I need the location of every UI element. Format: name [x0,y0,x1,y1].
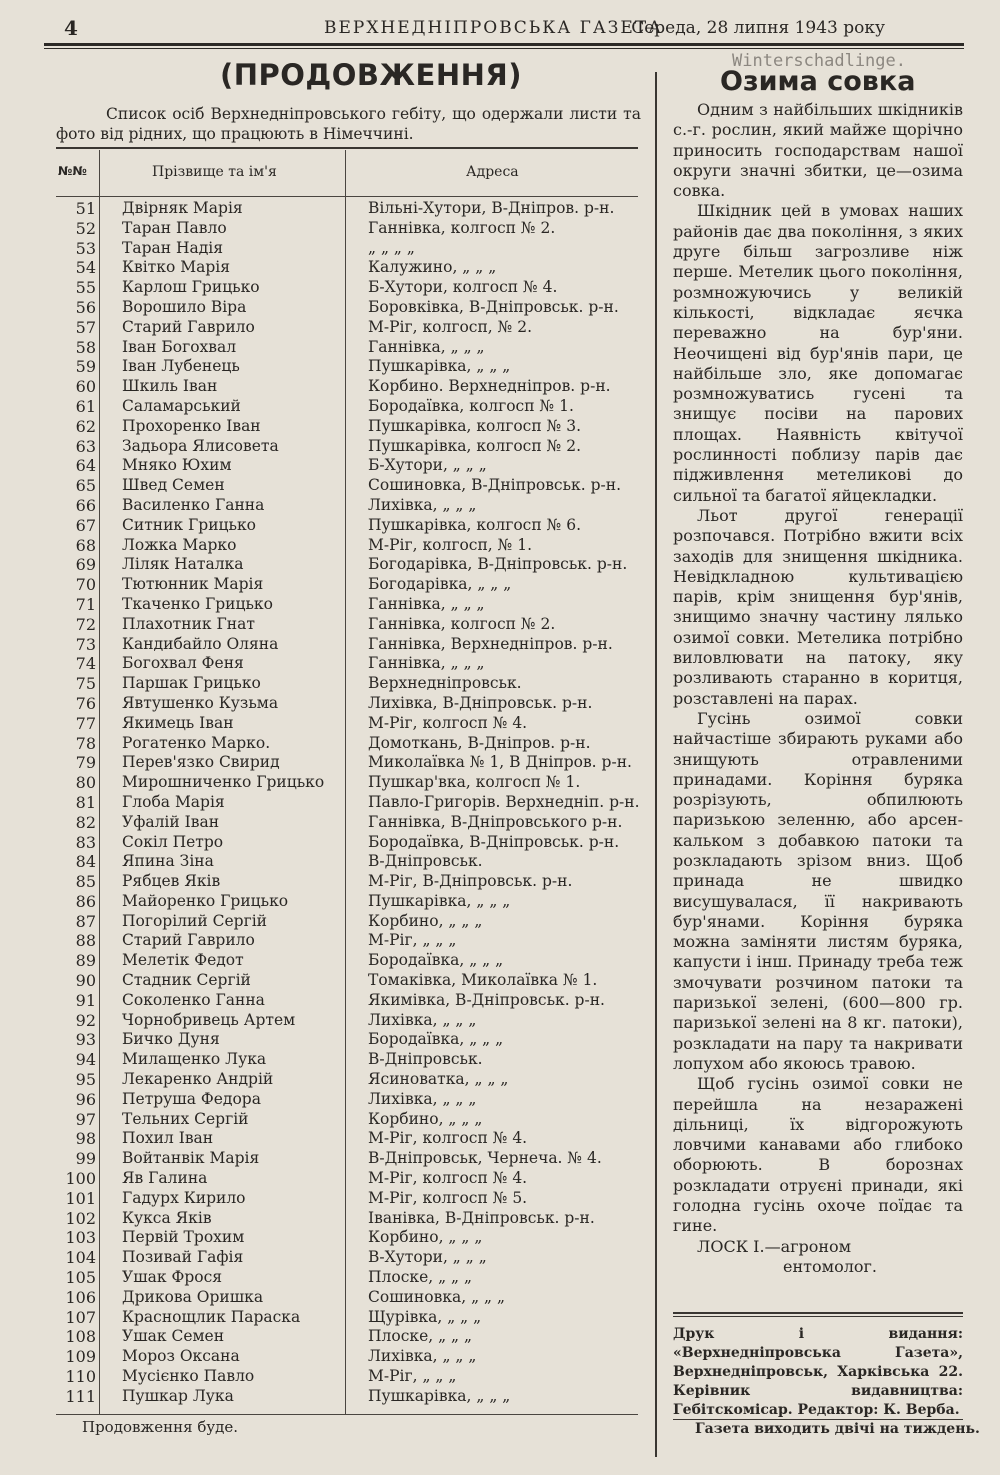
row-number: 107 [65,1307,96,1327]
table-row [56,1367,638,1387]
row-number: 97 [75,1109,96,1129]
table-row [56,1228,638,1248]
row-address: Пушкарівка, „ „ „ [368,1386,511,1405]
table-row [56,437,638,457]
row-name: Мелетік Федот [122,951,244,970]
table-bottom-rule [56,1414,638,1415]
row-address: Б-Хутори, „ „ „ [368,456,487,475]
row-address: Бородаївка, колгосп № 1. [368,396,574,415]
row-address: М-Ріг, колгосп, № 1. [368,535,533,554]
row-name: Сокіл Петро [122,832,224,851]
table-row [56,714,638,734]
row-name: Якимець Іван [122,713,234,732]
row-name: Шкиль Іван [122,377,218,396]
row-name: Ліляк Наталка [122,555,244,574]
row-number: 90 [75,971,96,991]
row-name: Перев'язко Свирид [122,753,280,772]
article-signature-title: ентомолог. [783,1256,877,1276]
row-name: Швед Семен [122,476,225,495]
row-name: Мняко Юхим [122,456,232,475]
table-row [56,278,638,298]
table-row [56,575,638,595]
row-name: Гадурх Кирило [122,1188,246,1207]
row-address: Іванівка, В-Дніпровськ. р-н. [368,1208,595,1227]
table-row [56,1387,638,1407]
row-address: Боровківка, В-Дніпровськ. р-н. [368,297,619,316]
table-row [56,239,638,259]
table-row [56,338,638,358]
row-number: 91 [75,990,96,1010]
row-number: 51 [75,199,96,218]
table-row [56,635,638,655]
article-paragraph: Одним з найбільших шкідників с.-г. рослин, який майже щорічно приносить господарствам нашої округи значні збитки, це—озима совка. [673,100,963,201]
row-number: 75 [75,674,96,694]
row-address: Верхнедніпровськ. [368,674,522,693]
table-row [56,357,638,377]
row-name: Іван Богохвал [122,337,237,356]
article-body [673,100,963,1277]
row-number: 80 [75,773,96,793]
row-number: 69 [75,555,96,575]
row-address: Сошиновка, В-Дніпровськ. р-н. [368,476,622,495]
row-number: 102 [65,1208,96,1228]
row-number: 83 [75,832,96,852]
row-number: 94 [75,1050,96,1070]
row-address: Богодарівка, „ „ „ [368,575,512,594]
row-name: Карлош Грицько [122,278,260,297]
row-name: Бичко Дуня [122,1030,220,1049]
row-number: 64 [75,456,96,476]
row-name: Ткаченко Грицько [122,594,273,613]
row-address: Б-Хутори, колгосп № 4. [368,278,558,297]
row-number: 76 [75,693,96,713]
table-row [56,258,638,278]
table-row [56,1110,638,1130]
row-name: Кандибайло Оляна [122,634,279,653]
row-number: 70 [75,575,96,595]
row-number: 110 [65,1367,96,1387]
table-row [56,1090,638,1110]
row-name: Таран Надія [122,238,224,257]
row-address: Щурівка, „ „ „ [368,1307,482,1326]
imprint-rule-thin [673,1316,963,1317]
row-address: М-Ріг, колгосп № 4. [368,713,528,732]
row-number: 66 [75,495,96,515]
article-title: Озима совка [720,66,916,97]
table-row [56,793,638,813]
row-number: 77 [75,713,96,733]
row-number: 61 [75,396,96,416]
table-row [56,694,638,714]
row-number: 74 [75,654,96,674]
table-row [56,1149,638,1169]
table-row [56,298,638,318]
row-address: В-Хутори, „ „ „ [368,1248,487,1267]
row-number: 92 [75,1010,96,1030]
row-name: Краснощлик Параска [122,1307,301,1326]
table-row [56,397,638,417]
row-name: Ушак Семен [122,1327,225,1346]
row-name: Ложка Марко [122,535,237,554]
row-number: 100 [65,1169,96,1189]
row-number: 67 [75,515,96,535]
row-number: 88 [75,931,96,951]
row-address: Бородаївка, „ „ „ [368,951,504,970]
table-row [56,417,638,437]
table-row [56,931,638,951]
row-name: Явтушенко Кузьма [122,693,279,712]
row-address: Лихівка, „ „ „ [368,1347,477,1366]
row-name: Таран Павло [122,218,227,237]
table-row [56,1070,638,1090]
row-name: Квітко Марія [122,258,230,277]
table-row [56,654,638,674]
row-name: Уфалій Іван [122,812,220,831]
row-number: 62 [75,416,96,436]
row-name: Глоба Марія [122,792,225,811]
table-row [56,674,638,694]
row-address: Сошиновка, „ „ „ [368,1287,506,1306]
row-name: Рябцев Яків [122,872,221,891]
table-row [56,971,638,991]
article-paragraph: Гусінь озимої совки найчастіше збирають руками або знищують отравленими принадами. Коріння буряка розрізують, обпилюють паризькою зеленню, або арсен-кальком з добавкою патоки та розкладають зрізом вниз. Щоб принада не швидко висушувалася, її накривають бур'янами. Коріння буряка можна заміняти листям буряка, капусти і інш. Принаду треба теж змочувати розчином патоки та паризької зелені, (600—800 гр. паризької зелені на 8 кг. патоки), розкладати на пару та накривати лопухом або якоюсь травою. [673,708,963,1073]
row-number: 84 [75,852,96,872]
row-name: Прохоренко Іван [122,416,261,435]
table-row [56,833,638,853]
row-address: В-Дніпровськ. [368,852,483,871]
row-number: 93 [75,1030,96,1050]
row-name: Петруша Федора [122,1089,261,1108]
row-address: В-Дніпровськ. [368,1050,483,1069]
row-address: Пушкарівка, колгосп № 3. [368,416,582,435]
row-number: 78 [75,733,96,753]
paper-title: ВЕРХНЕДНІПРОВСЬКА ГАЗЕТА [324,18,663,38]
row-number: 71 [75,594,96,614]
row-number: 58 [75,337,96,357]
row-name: Саламарський [122,396,241,415]
row-name: Тельних Сергій [122,1109,249,1128]
row-name: Соколенко Ганна [122,990,265,1009]
page-header [44,14,970,40]
row-name: Богохвал Феня [122,654,244,673]
table-row [56,951,638,971]
table-top-rule [56,147,638,149]
row-number: 99 [75,1149,96,1169]
row-address: М-Ріг, „ „ „ [368,1367,457,1386]
row-address: Пушкарівка, „ „ „ [368,891,511,910]
row-number: 101 [65,1188,96,1208]
row-address: М-Ріг, колгосп № 5. [368,1188,528,1207]
row-address: Пушкарівка, колгосп № 6. [368,515,582,534]
row-number: 63 [75,436,96,456]
column-header-name: Прізвище та ім'я [152,164,277,180]
table-row [56,1288,638,1308]
page-number: 4 [64,16,79,40]
table-row [56,1347,638,1367]
row-name: Япина Зіна [122,852,214,871]
row-address: Бородаївка, „ „ „ [368,1030,504,1049]
row-address: Пушкарівка, „ „ „ [368,357,511,376]
imprint-rule-bottom [673,1419,963,1420]
row-name: Милащенко Лука [122,1050,267,1069]
table-row [56,872,638,892]
row-number: 95 [75,1070,96,1090]
row-name: Пушкар Лука [122,1386,234,1405]
row-address: Павло-Григорів. Верхнедніп. р-н. [368,792,640,811]
table-row [56,1268,638,1288]
row-address: Ганнівка, „ „ „ [368,337,485,356]
table-row [56,734,638,754]
table-row [56,1030,638,1050]
table-row [56,1248,638,1268]
row-address: М-Ріг, „ „ „ [368,931,457,950]
row-address: Корбино, „ „ „ [368,911,483,930]
table-row [56,991,638,1011]
row-number: 68 [75,535,96,555]
table-row [56,496,638,516]
row-name: Василенко Ганна [122,495,265,514]
row-number: 53 [75,238,96,258]
header-rule [44,43,964,46]
row-name: Позивай Гафія [122,1248,244,1267]
table-row [56,318,638,338]
row-name: Майоренко Грицько [122,891,289,910]
row-name: Мирошниченко Грицько [122,773,325,792]
row-address: Лихівка, „ „ „ [368,1010,477,1029]
row-number: 96 [75,1089,96,1109]
row-address: Ясиноватка, „ „ „ [368,1070,509,1089]
row-number: 82 [75,812,96,832]
continues-note: Продовження буде. [82,1418,239,1436]
row-name: Двірняк Марія [122,199,243,217]
recipients-table-body [56,199,638,1407]
list-intro: Список осіб Верхнедніпровського гебіту, що одержали листи та фото від рідних, що працюють в Німеччині. [56,105,641,143]
row-address: Богодарівка, В-Дніпровськ. р-н. [368,555,628,574]
row-name: Кукса Яків [122,1208,212,1227]
row-number: 85 [75,872,96,892]
row-number: 105 [65,1268,96,1288]
row-address: Домоткань, В-Дніпров. р-н. [368,733,591,752]
row-number: 86 [75,891,96,911]
row-name: Ситник Грицько [122,515,256,534]
row-name: Мороз Оксана [122,1347,240,1366]
row-name: Плахотник Гнат [122,614,255,633]
table-row [56,773,638,793]
row-name: Тютюнник Марія [122,575,264,594]
row-address: Корбино, „ „ „ [368,1228,483,1247]
table-row [56,1169,638,1189]
header-rule-thin [44,48,964,49]
row-number: 103 [65,1228,96,1248]
row-address: Лихівка, „ „ „ [368,495,477,514]
row-number: 87 [75,911,96,931]
row-address: Ганнівка, В-Дніпровського р-н. [368,812,623,831]
row-number: 108 [65,1327,96,1347]
row-address: Плоске, „ „ „ [368,1268,473,1287]
row-address: Томаківка, Миколаївка № 1. [368,971,598,990]
row-name: Іван Лубенець [122,357,240,376]
column-header-num: №№ [58,164,87,178]
row-number: 55 [75,278,96,298]
column-header-address: Адреса [466,164,519,180]
row-address: Лихівка, В-Дніпровськ. р-н. [368,693,593,712]
table-row [56,456,638,476]
row-name: Задьора Ялисовета [122,436,279,455]
table-header-rule [56,196,638,197]
row-number: 57 [75,317,96,337]
row-number: 54 [75,258,96,278]
row-address: Корбино. Верхнедніпров. р-н. [368,377,611,396]
row-name: Паршак Грицько [122,674,261,693]
row-address: Пушкар'вка, колгосп № 1. [368,773,581,792]
imprint-rule [673,1312,963,1314]
table-row [56,555,638,575]
table-row [56,615,638,635]
row-address: „ „ „ „ [368,238,415,257]
table-row [56,813,638,833]
row-address: М-Ріг, колгосп № 4. [368,1169,528,1188]
row-name: Похил Іван [122,1129,214,1148]
row-name: Первій Трохим [122,1228,245,1247]
row-number: 111 [65,1386,96,1406]
table-row [56,476,638,496]
table-row [56,912,638,932]
row-number: 73 [75,634,96,654]
table-row [56,595,638,615]
row-name: Рогатенко Марко. [122,733,271,752]
row-address: Ганнівка, „ „ „ [368,594,485,613]
table-row [56,1189,638,1209]
table-row [56,1011,638,1031]
continuation-title: (ПРОДОВЖЕННЯ) [220,58,522,92]
row-name: Яв Галина [122,1169,208,1188]
row-address: М-Ріг, колгосп, № 2. [368,317,533,336]
table-row [56,1129,638,1149]
row-address: Пушкарівка, колгосп № 2. [368,436,582,455]
row-address: Вільні-Хутори, В-Дніпров. р-н. [368,199,615,217]
row-address: Лихівка, „ „ „ [368,1089,477,1108]
row-address: В-Дніпровськ, Чернеча. № 4. [368,1149,602,1168]
row-address: Ганнівка, колгосп № 2. [368,614,556,633]
row-address: Бородаївка, В-Дніпровськ. р-н. [368,832,620,851]
table-row [56,377,638,397]
table-header [56,150,638,194]
table-row [56,1050,638,1070]
table-row [56,219,638,239]
row-address: М-Ріг, В-Дніпровськ. р-н. [368,872,573,891]
table-row [56,1308,638,1328]
table-row [56,852,638,872]
row-number: 89 [75,951,96,971]
row-address: Корбино, „ „ „ [368,1109,483,1128]
row-number: 109 [65,1347,96,1367]
article-paragraph: Щоб гусінь озимої совки не перейшла на незаражені дільниці, їх відгорожують ловчими канавами або глибоко оборюють. В борознах розкладати отруєні принади, які голодна гусінь охоче поїдає та гине. [673,1074,963,1236]
row-address: Миколаївка № 1, В Дніпров. р-н. [368,753,632,772]
row-number: 59 [75,357,96,377]
row-address: Плоске, „ „ „ [368,1327,473,1346]
row-address: Ганнівка, „ „ „ [368,654,485,673]
publication-frequency: Газета виходить двічі на тиждень. [695,1421,980,1437]
row-name: Мусієнко Павло [122,1367,255,1386]
row-number: 52 [75,218,96,238]
publisher-imprint: Друк і видання: «Верхнедніпровська Газета», Верхнедніпровськ, Харківська 22. Керівник видавництва: Гебітскомісар. Редактор: К. Верба. [673,1326,963,1418]
table-row [56,1327,638,1347]
row-address: Ганнівка, колгосп № 2. [368,218,556,237]
article-paragraph: Льот другої генерації розпочався. Потрібно вжити всіх заходів для знищення шкідника. Невідкладною культивацією парів, крім знищення бур'янів, знищимо значну частину лялько озимої совки. Метелика потрібно виловлювати на патоку, яку розливають старанно в коритця, розставлені на парах. [673,505,963,708]
row-name: Чорнобривець Артем [122,1010,296,1029]
row-address: Якимівка, В-Дніпровськ. р-н. [368,990,605,1009]
row-number: 79 [75,753,96,773]
table-row [56,199,638,219]
issue-date: Середа, 28 липня 1943 року [631,18,885,38]
row-name: Дрикова Оришка [122,1287,264,1306]
row-name: Войтанвік Марія [122,1149,260,1168]
row-name: Ушак Фрося [122,1268,223,1287]
table-row [56,753,638,773]
row-name: Лекаренко Андрій [122,1070,274,1089]
table-row [56,516,638,536]
column-divider [655,72,657,1457]
watermark-text: Winterschadlinge. [732,51,906,71]
row-number: 56 [75,297,96,317]
row-address: М-Ріг, колгосп № 4. [368,1129,528,1148]
row-address: Ганнівка, Верхнедніпров. р-н. [368,634,613,653]
row-number: 60 [75,377,96,397]
table-row [56,892,638,912]
row-number: 106 [65,1287,96,1307]
row-name: Старий Гаврило [122,931,255,950]
article-paragraph: Шкідник цей в умовах наших районів дає два покоління, з яких друге більш загрозливе ніж перше. Метелик цього покоління, розмножуючись у великій кількості, відкладає яєчка переважно на бур'яни. Неочищені від бур'янів пари, це найбільше зло, яке допомагає розмножуватись гусені та знищує посіви на парових площах. Наявність квітучої рослинності поблизу парів дає підживлення метеликові до сильної та багатої яйцекладки. [673,201,963,505]
row-number: 98 [75,1129,96,1149]
row-name: Стадник Сергій [122,971,251,990]
row-address: Калужино, „ „ „ [368,258,497,277]
row-name: Погорілий Сергій [122,911,267,930]
row-number: 65 [75,476,96,496]
row-name: Ворошило Віра [122,297,247,316]
article-signature: ЛОСК І.—агроном [697,1236,852,1256]
row-number: 81 [75,792,96,812]
row-name: Старий Гаврило [122,317,255,336]
table-row [56,1209,638,1229]
table-row [56,536,638,556]
row-number: 104 [65,1248,96,1268]
row-number: 72 [75,614,96,634]
